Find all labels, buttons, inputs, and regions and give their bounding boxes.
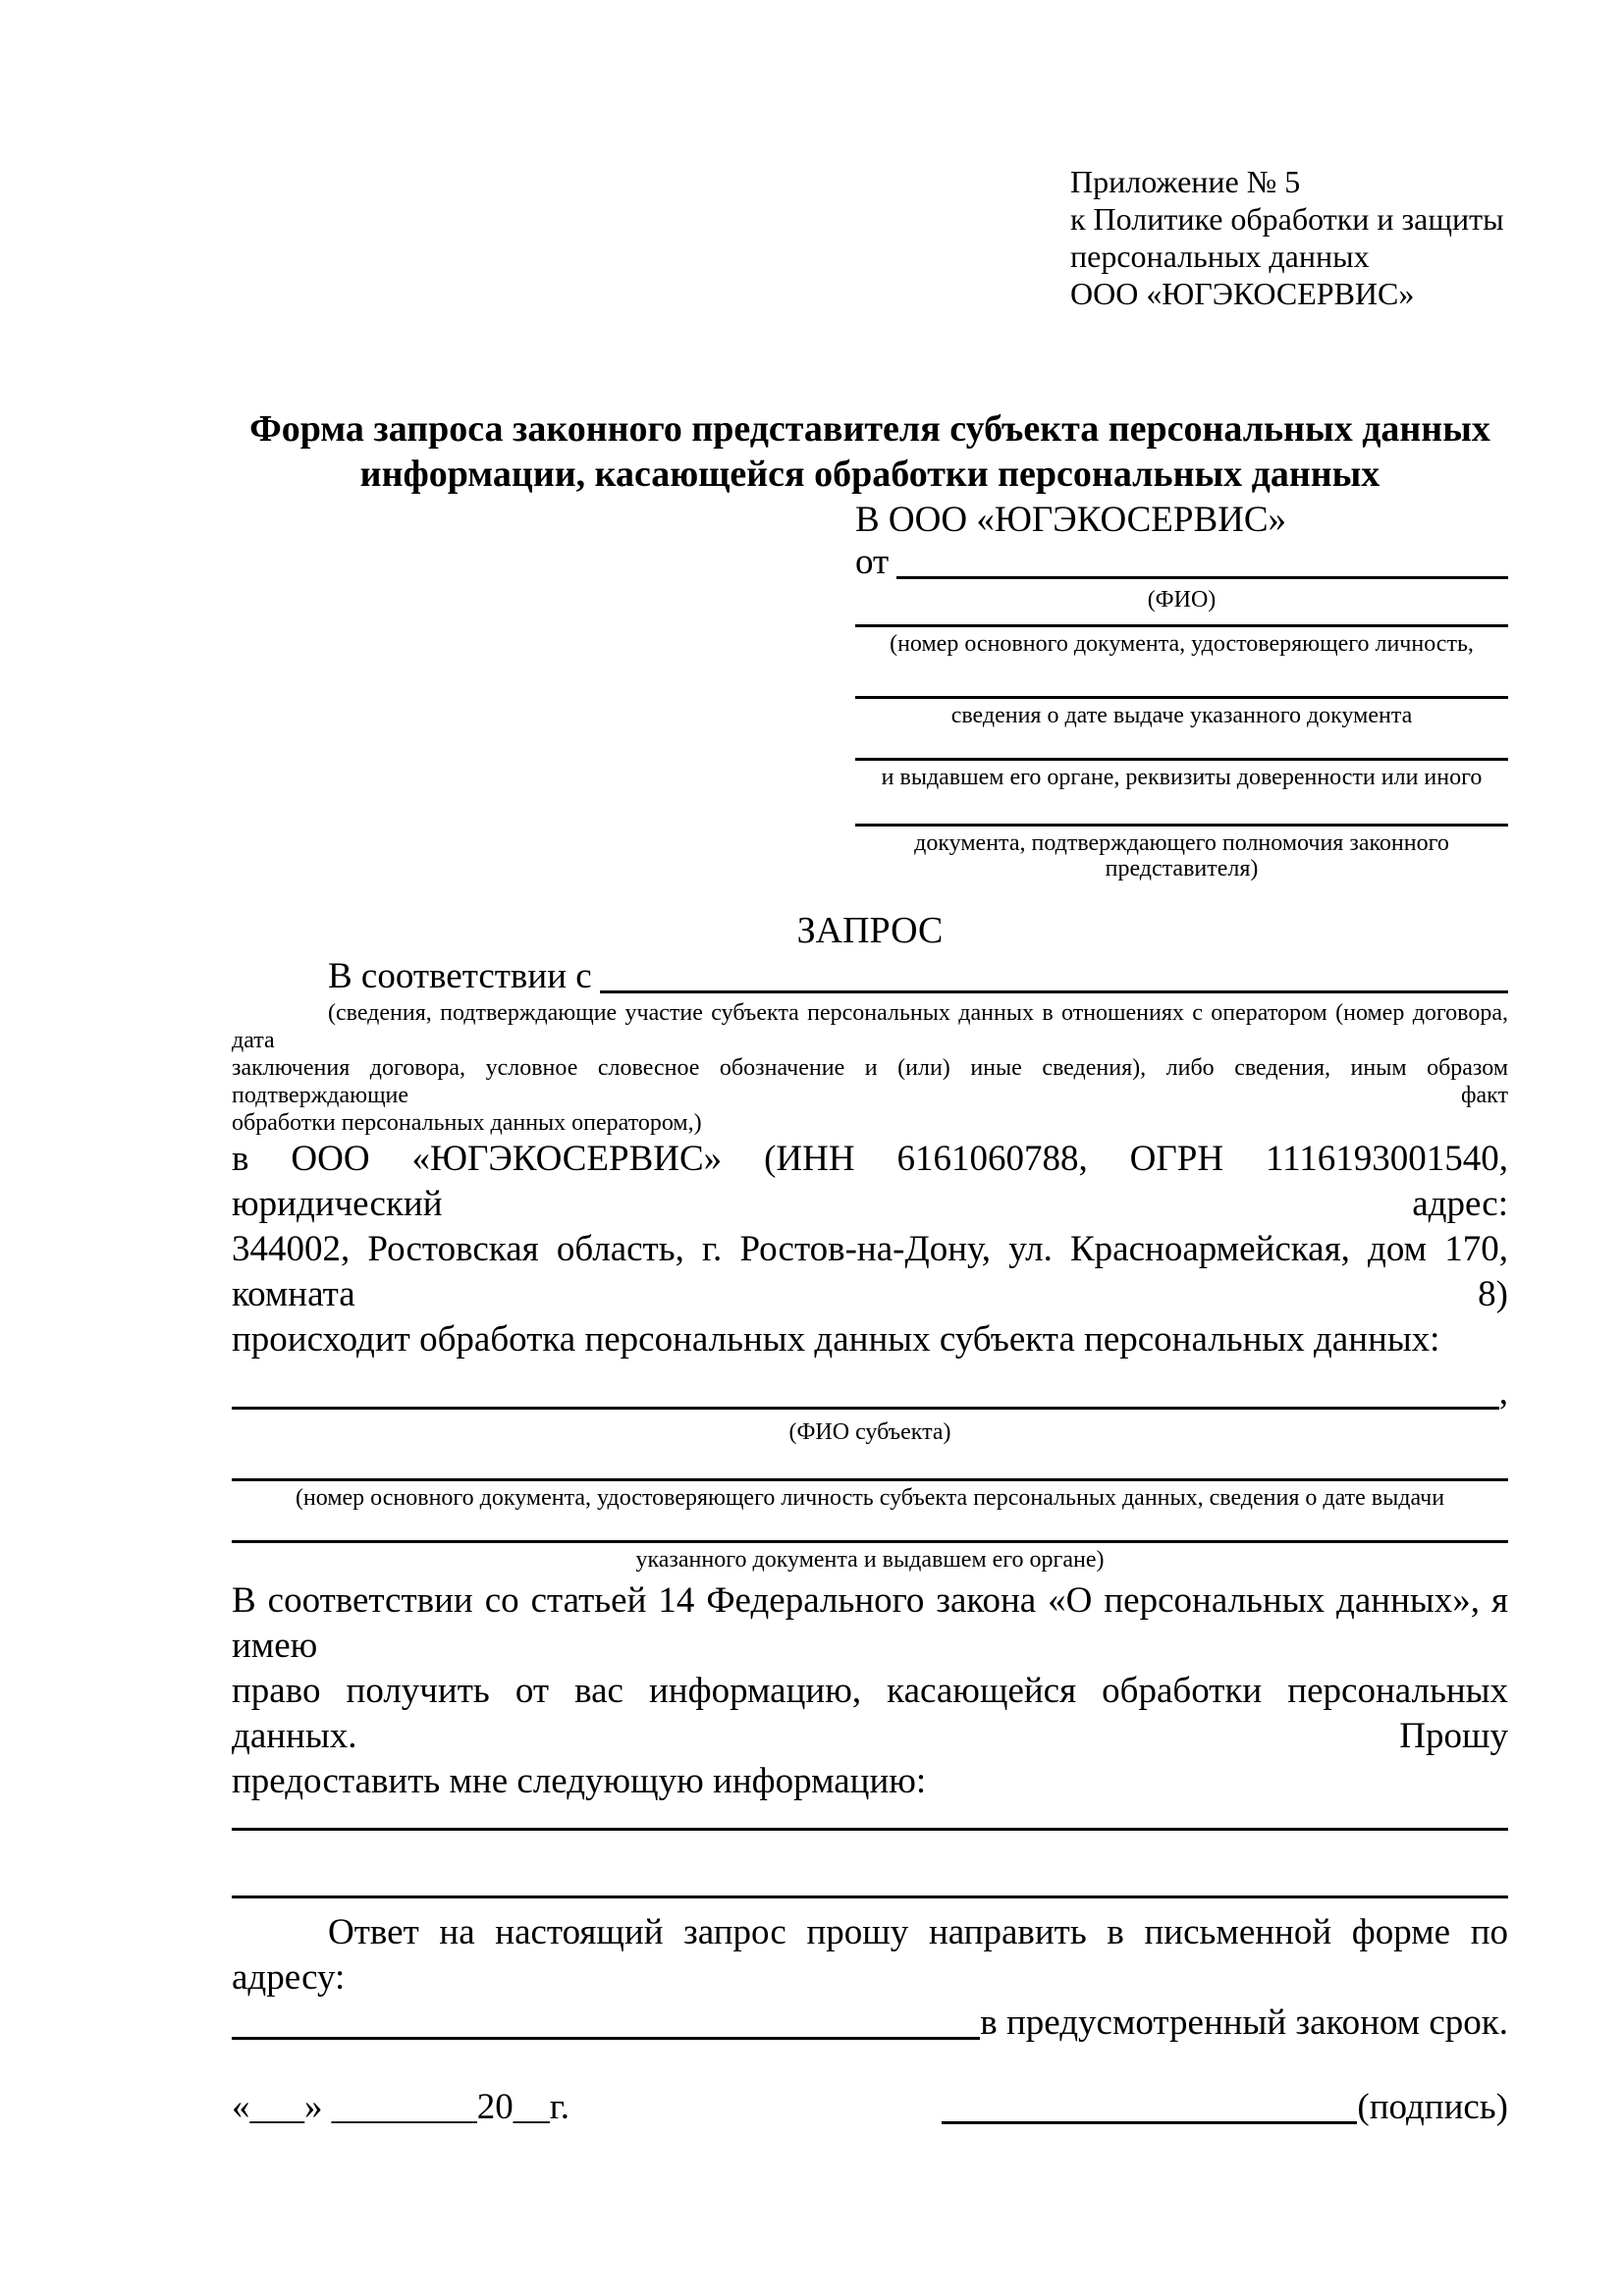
representative-fio-blank-line <box>896 576 1508 579</box>
subject-fio-comma: , <box>1498 1372 1508 1413</box>
accordance-row <box>232 956 1508 999</box>
representative-doc-caption-4: документа, подтверждающего полномочия законного представителя) <box>914 830 1449 881</box>
representative-doc-caption-2: сведения о дате выдаче указанного документа <box>950 703 1413 728</box>
appendix-company: ООО «ЮГЭКОСЕРВИС» <box>1070 276 1415 311</box>
signature-blank-line <box>942 2121 1357 2124</box>
fine-print-note <box>232 999 1508 1137</box>
operator-info-paragraph <box>232 1137 1508 1362</box>
requested-info-blank-line-1 <box>232 1828 1508 1831</box>
reply-tail-text: в предусмотренный законом срок. <box>980 2002 1508 2043</box>
subject-fio-row <box>232 1370 1508 1415</box>
reply-paragraph <box>232 1910 1508 2046</box>
operator-info-line1: в ООО «ЮГЭКОСЕРВИС» (ИНН 6161060788, ОГРН 1116193001540, юридический адрес: <box>232 1139 1508 1224</box>
appendix-number: Приложение № 5 <box>1070 164 1301 199</box>
accordance-label: В соответствии с <box>328 956 592 996</box>
operator-info-line3: происходит обработка персональных данных субъекта персональных данных: <box>232 1319 1440 1360</box>
signature-row <box>232 2085 1508 2130</box>
representative-doc-blank-line-3 <box>855 758 1508 761</box>
signature-group <box>942 2085 1508 2130</box>
addressee-block <box>855 497 1508 881</box>
representative-doc-caption-1: (номер основного документа, удостоверяющего личность, <box>890 631 1474 657</box>
fine-print-line1: (сведения, подтверждающие участие субъекта персональных данных в отношениях с оператором (номер договора, дата <box>232 1000 1508 1053</box>
appendix-policy-line: к Политике обработки и защиты <box>1070 201 1504 237</box>
operator-info-line2: 344002, Ростовская область, г. Ростов-на-Дону, ул. Красноармейская, дом 170, комната 8) <box>232 1229 1508 1314</box>
appendix-header <box>1070 163 1508 312</box>
subject-fio-caption: (ФИО субъекта) <box>788 1419 951 1445</box>
appendix-policy-line2: персональных данных <box>1070 239 1370 274</box>
accordance-blank-line <box>600 990 1508 993</box>
representative-doc-caption-3: и выдавшем его органе, реквизиты доверенности или иного <box>881 765 1483 790</box>
fine-print-line3: обработки персональных данных оператором,) <box>232 1110 702 1136</box>
document-title-line2: информации, касающейся обработки персональных данных <box>359 454 1380 495</box>
representative-doc-blank-line-2 <box>855 696 1508 699</box>
reply-address-blank-line <box>232 2037 980 2040</box>
reply-line1: Ответ на настоящий запрос прошу направить в письменной форме по адресу: <box>232 1912 1508 1998</box>
request-heading: ЗАПРОС <box>796 910 944 951</box>
law-paragraph-line3: предоставить мне следующую информацию: <box>232 1761 927 1801</box>
document-title <box>232 406 1508 497</box>
from-row <box>855 544 1508 585</box>
addressee-organization: В ООО «ЮГЭКОСЕРВИС» <box>855 500 1287 540</box>
subject-doc-blank-line-1 <box>232 1478 1508 1481</box>
subject-fio-blank-line <box>232 1407 1499 1410</box>
subject-doc-blank-line-2 <box>232 1540 1508 1543</box>
subject-doc-caption-top: (номер основного документа, удостоверяющего личность субъекта персональных данных, сведения о дате выдачи <box>295 1485 1445 1511</box>
reply-address-row <box>232 2001 1508 2046</box>
from-label: от <box>855 542 890 582</box>
representative-doc-blank-line-1 <box>855 624 1508 627</box>
law-paragraph-line2: право получить от вас информацию, касающейся обработки персональных данных. Прошу <box>232 1671 1508 1756</box>
representative-doc-blank-line-4 <box>855 824 1508 827</box>
law-paragraph <box>232 1578 1508 1804</box>
fio-caption: (ФИО) <box>1147 587 1217 613</box>
requested-info-blank-line-2 <box>232 1896 1508 1898</box>
document-title-line1: Форма запроса законного представителя субъекта персональных данных <box>249 408 1490 450</box>
subject-doc-caption-bottom: указанного документа и выдавшем его органе) <box>635 1547 1105 1573</box>
fine-print-line2: заключения договора, условное словесное обозначение и (или) иные сведения), либо сведения, иным образом подтверждающие факт <box>232 1055 1508 1108</box>
law-paragraph-line1: В соответствии со статьей 14 Федерального закона «О персональных данных», я имею <box>232 1580 1508 1666</box>
signature-caption: (подпись) <box>1357 2087 1508 2127</box>
date-line: «___» ________20__г. <box>232 2087 570 2127</box>
